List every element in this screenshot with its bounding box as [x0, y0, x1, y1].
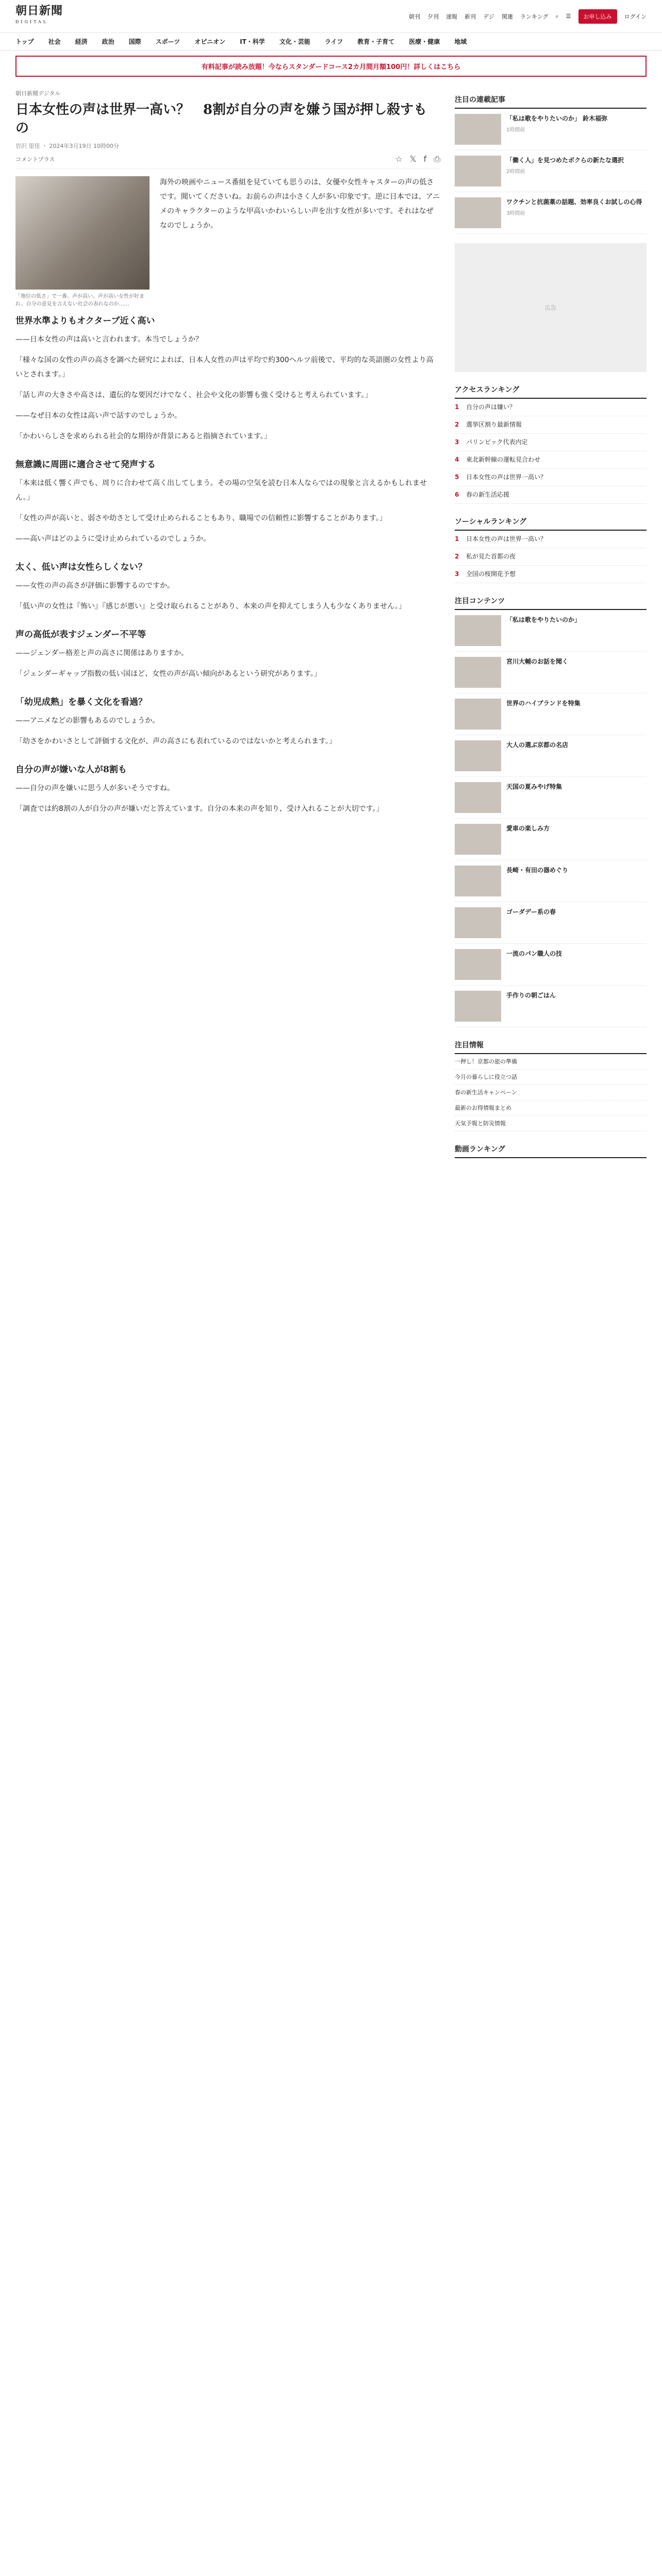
header-link-6[interactable]: ランキング	[520, 13, 549, 20]
header-link-4[interactable]: デジ	[483, 13, 494, 20]
content-item[interactable]	[455, 735, 647, 777]
paragraph: 「低い声の女性は『怖い』『感じが悪い』と受け取られることがあり、本来の声を抑えてしまう人も少なくありません。」	[15, 602, 406, 611]
nav-item[interactable]: 国際	[128, 38, 141, 45]
nav-item[interactable]: トップ	[15, 38, 34, 45]
rank-number: 6	[455, 491, 459, 498]
access-rank-item[interactable]	[455, 451, 647, 469]
content-item[interactable]	[455, 777, 647, 819]
nav-item[interactable]: 政治	[102, 38, 114, 45]
paragraph: 「女性の声が高いと、弱さや幼さとして受け止められることもあり、職場での信頼性に影響することがあります。」	[15, 514, 387, 522]
menu-icon[interactable]: ☰	[566, 13, 571, 20]
header-link-0[interactable]: 朝刊	[409, 13, 421, 20]
content-thumbnail	[455, 740, 501, 771]
section-heading: 無意識に周囲に適合させて発声する	[15, 460, 156, 470]
article-lead: 海外の映画やニュース番組を見ていても思うのは、女優や女性キャスターの声の低さです。聞いてくださいね。お前らの声は小さく人が多い印象です。逆に日本では、アニメのキャラクターのような甲高いかわいらしい声を出す女性が多いです。それはなぜなのでしょうか。	[160, 178, 440, 230]
content-item[interactable]	[455, 652, 647, 693]
section-heading: 自分の声が嫌いな人が8割も	[15, 765, 127, 775]
pick-thumbnail	[455, 156, 501, 187]
x-share-icon[interactable]: 𝕏	[409, 154, 417, 164]
pr-item[interactable]: 今月の暮らしに役立つ話	[455, 1070, 647, 1085]
header-link-1[interactable]: 夕刊	[427, 13, 439, 20]
search-icon[interactable]: ⌕	[555, 12, 559, 20]
nav-item[interactable]: スポーツ	[155, 38, 180, 45]
paragraph: ——なぜ日本の女性は高い声で話すのでしょうか。	[15, 412, 181, 420]
login-link[interactable]: ログイン	[624, 13, 647, 20]
content-item[interactable]	[455, 819, 647, 860]
rank-title: 全国の桜開花予想	[466, 570, 516, 578]
pick-time: 2時間前	[506, 169, 525, 175]
facebook-icon[interactable]: f	[423, 154, 427, 164]
pick-thumbnail	[455, 197, 501, 228]
rank-number: 2	[455, 553, 459, 560]
content-title: 長崎・有田の器めぐり	[506, 867, 569, 874]
paragraph: ——日本女性の声は高いと言われます。本当でしょうか？	[15, 335, 203, 344]
article	[15, 82, 440, 1158]
content-thumbnail	[455, 991, 501, 1022]
nav-item[interactable]: IT・科学	[240, 38, 265, 45]
content-item[interactable]	[455, 610, 647, 652]
access-rank-item[interactable]	[455, 486, 647, 504]
rank-number: 1	[455, 535, 459, 543]
paragraph: 「かわいらしさを求められる社会的な期待が背景にあると指摘されています。」	[15, 432, 271, 440]
nav-item[interactable]: 文化・芸能	[279, 38, 310, 45]
promo-banner[interactable]: 有料記事が読み放題！今ならスタンダードコース2カ月間月額100円！詳しくはこちら	[15, 56, 647, 77]
article-title: 日本女性の声は世界一高い？ 8割が自分の声を嫌う国が押し殺すもの	[15, 102, 427, 136]
content-title: 注目コンテンツ	[455, 590, 647, 610]
picks-title: 注目の連載記事	[455, 89, 647, 109]
rank-number: 3	[455, 438, 459, 446]
pick-title: ワクチンと抗菌薬の話題、効率良くお試しの心得	[506, 198, 642, 206]
content-item[interactable]	[455, 860, 647, 902]
section-heading: 声の高低が表すジェンダー不平等	[15, 630, 146, 640]
top-bar	[0, 0, 662, 33]
rank-title: 自分の声は嫌い？	[466, 403, 516, 411]
logo-sub: DIGITAL	[15, 19, 48, 24]
pick-time: 3時間前	[506, 211, 525, 216]
paragraph: 「ジェンダーギャップ指数の低い国ほど、女性の声が高い傾向があるという研究があります。」	[15, 670, 322, 678]
content-thumbnail	[455, 657, 501, 688]
article-tools	[15, 154, 440, 169]
article-kicker[interactable]: 朝日新聞デジタル	[15, 90, 61, 97]
section-heading: 太く、低い声は女性らしくない？	[15, 562, 147, 572]
content-thumbnail	[455, 699, 501, 730]
rank-number: 5	[455, 473, 459, 481]
paragraph: 「本来は低く響く声でも、周りに合わせて高く出してしまう。その場の空気を読む日本人ならではの現象と言えるかもしれません。」	[15, 479, 427, 502]
pick-item[interactable]	[455, 150, 647, 192]
pick-thumbnail	[455, 114, 501, 145]
rank-title: 日本女性の声は世界一高い？	[466, 473, 547, 481]
content-item[interactable]	[455, 902, 647, 944]
pr-item[interactable]: 一押し！京都の旅の準備	[455, 1054, 647, 1070]
print-icon[interactable]: ⎙	[434, 154, 440, 164]
paragraph: ——ジェンダー格差と声の高さに関係はありますか。	[15, 649, 189, 657]
nav-item[interactable]: 医療・健康	[409, 38, 440, 45]
access-rank-item[interactable]	[455, 399, 647, 416]
content-title: ゴーダデー系の春	[506, 908, 556, 916]
paragraph: 「調査では約8割の人が自分の声が嫌いだと答えています。自分の本来の声を知り、受け入れることが大切です。」	[15, 805, 384, 813]
rank-title: 春の新生活応援	[466, 491, 510, 498]
header-links	[409, 9, 647, 24]
pr-item[interactable]: 最新のお得情報まとめ	[455, 1100, 647, 1116]
content-thumbnail	[455, 949, 501, 980]
nav-item[interactable]: 教育・子育て	[357, 38, 395, 45]
nav-item[interactable]: 社会	[48, 38, 61, 45]
section-heading: 世界水準よりもオクターブ近く高い	[15, 316, 155, 326]
article-photo	[15, 176, 150, 308]
content-title: 宮川大輔のお話を聞く	[506, 658, 569, 665]
pick-item[interactable]	[455, 192, 647, 234]
nav-item[interactable]: ライフ	[324, 38, 343, 45]
content-item[interactable]	[455, 986, 647, 1027]
content-title: 「私は歌をやりたいのか」	[506, 616, 581, 623]
rank-title: 選挙区割り最新情報	[466, 421, 522, 428]
pr-item[interactable]: 春の新生活キャンペーン	[455, 1085, 647, 1100]
paragraph: ——アニメなどの影響もあるのでしょうか。	[15, 717, 160, 725]
social-rank-item[interactable]	[455, 531, 647, 548]
main-nav	[0, 33, 662, 50]
rank-title: パリンピック代表内定	[466, 438, 528, 446]
nav-item[interactable]: オピニオン	[194, 38, 226, 45]
header-link-3[interactable]: 新刊	[465, 13, 476, 20]
bookmark-icon[interactable]: ☆	[395, 154, 403, 164]
nav-item[interactable]: 経済	[75, 38, 88, 45]
photo-caption: 「地位の低さ」で一番、声が高い。声が高い女性が好まれ、自分の意見を言えない社会の表れなのか……	[15, 294, 144, 307]
rank-number: 1	[455, 403, 459, 411]
pr-item[interactable]: 天気予報と防災情報	[455, 1116, 647, 1131]
content-title: 世界のハイブランドを特集	[506, 700, 581, 707]
paragraph: 「話し声の大きさや高さは、遺伝的な要因だけでなく、社会や文化の影響も強く受けると考えられています。」	[15, 391, 372, 399]
access-rank-item[interactable]	[455, 416, 647, 434]
nav-item[interactable]: 地域	[454, 38, 467, 45]
pick-title: 「私は歌をやりたいのか」 鈴木福弥	[506, 115, 608, 122]
photo-image	[15, 176, 150, 290]
paragraph: 「幼さをかわいさとして評価する文化が、声の高さにも表れているのではないかと考えられます。」	[15, 737, 336, 745]
content-thumbnail	[455, 907, 501, 938]
article-meta: 岩沢 里佳 ・ 2024年3月19日 10時00分	[15, 143, 119, 149]
social-rank-item[interactable]	[455, 566, 647, 583]
content-thumbnail	[455, 824, 501, 855]
video-ranking-title: 動画ランキング	[455, 1139, 647, 1158]
site-logo[interactable]	[15, 5, 63, 28]
content-thumbnail	[455, 866, 501, 896]
section-heading: 「幼児成熟」を暴く文化を看過？	[15, 697, 147, 707]
content-thumbnail	[455, 782, 501, 813]
article-body	[15, 239, 440, 816]
pick-title: 「働く人」を見つめたボクらの新たな選択	[506, 157, 624, 164]
content-thumbnail	[455, 615, 501, 646]
content-item[interactable]	[455, 944, 647, 986]
rank-title: 日本女性の声は世界一高い？	[466, 535, 547, 543]
rank-number: 3	[455, 570, 459, 578]
rank-title: 私が見た首都の夜	[466, 553, 516, 560]
content-title: 手作りの朝ごはん	[506, 992, 556, 999]
logo-text: 朝日新聞	[15, 4, 63, 18]
rank-number: 2	[455, 421, 459, 428]
pr-title: 注目情報	[455, 1035, 647, 1054]
social-rank-item[interactable]	[455, 548, 647, 566]
content-title: 一流のパン職人の技	[506, 950, 562, 957]
rank-title: 東北新幹線の運転見合わせ	[466, 456, 541, 463]
paragraph: ——女性の声の高さが評価に影響するのですか。	[15, 582, 174, 590]
social-title: ソーシャルランキング	[455, 511, 647, 531]
header-link-5[interactable]: 関連	[501, 13, 513, 20]
paragraph: ——高い声はどのように受け止められているのでしょうか。	[15, 535, 210, 543]
sidebar	[455, 82, 647, 1158]
access-rank-item[interactable]	[455, 434, 647, 451]
access-title: アクセスランキング	[455, 379, 647, 399]
access-rank-item[interactable]	[455, 469, 647, 486]
content-title: 天国の夏みやげ特集	[506, 783, 562, 790]
paragraph: 「様々な国の女性の声の高さを調べた研究によれば、日本人女性の声は平均で約300ヘルツ前後で、平均的な英語圏の女性より高いとされます。」	[15, 356, 434, 379]
pick-item[interactable]	[455, 109, 647, 150]
paragraph: ——自分の声を嫌いに思う人が多いそうですね。	[15, 784, 174, 792]
header-link-2[interactable]: 速報	[446, 13, 458, 20]
content-title: 愛車の楽しみ方	[506, 825, 550, 832]
comment-plus[interactable]: コメントプラス	[15, 156, 55, 163]
rank-number: 4	[455, 456, 459, 463]
pick-time: 1時間前	[506, 127, 525, 133]
content-title: 大人の選ぶ京都の名店	[506, 741, 569, 749]
content-item[interactable]	[455, 693, 647, 735]
subscribe-button[interactable]: お申し込み	[578, 9, 617, 24]
ad-slot[interactable]: 広告	[455, 243, 647, 372]
